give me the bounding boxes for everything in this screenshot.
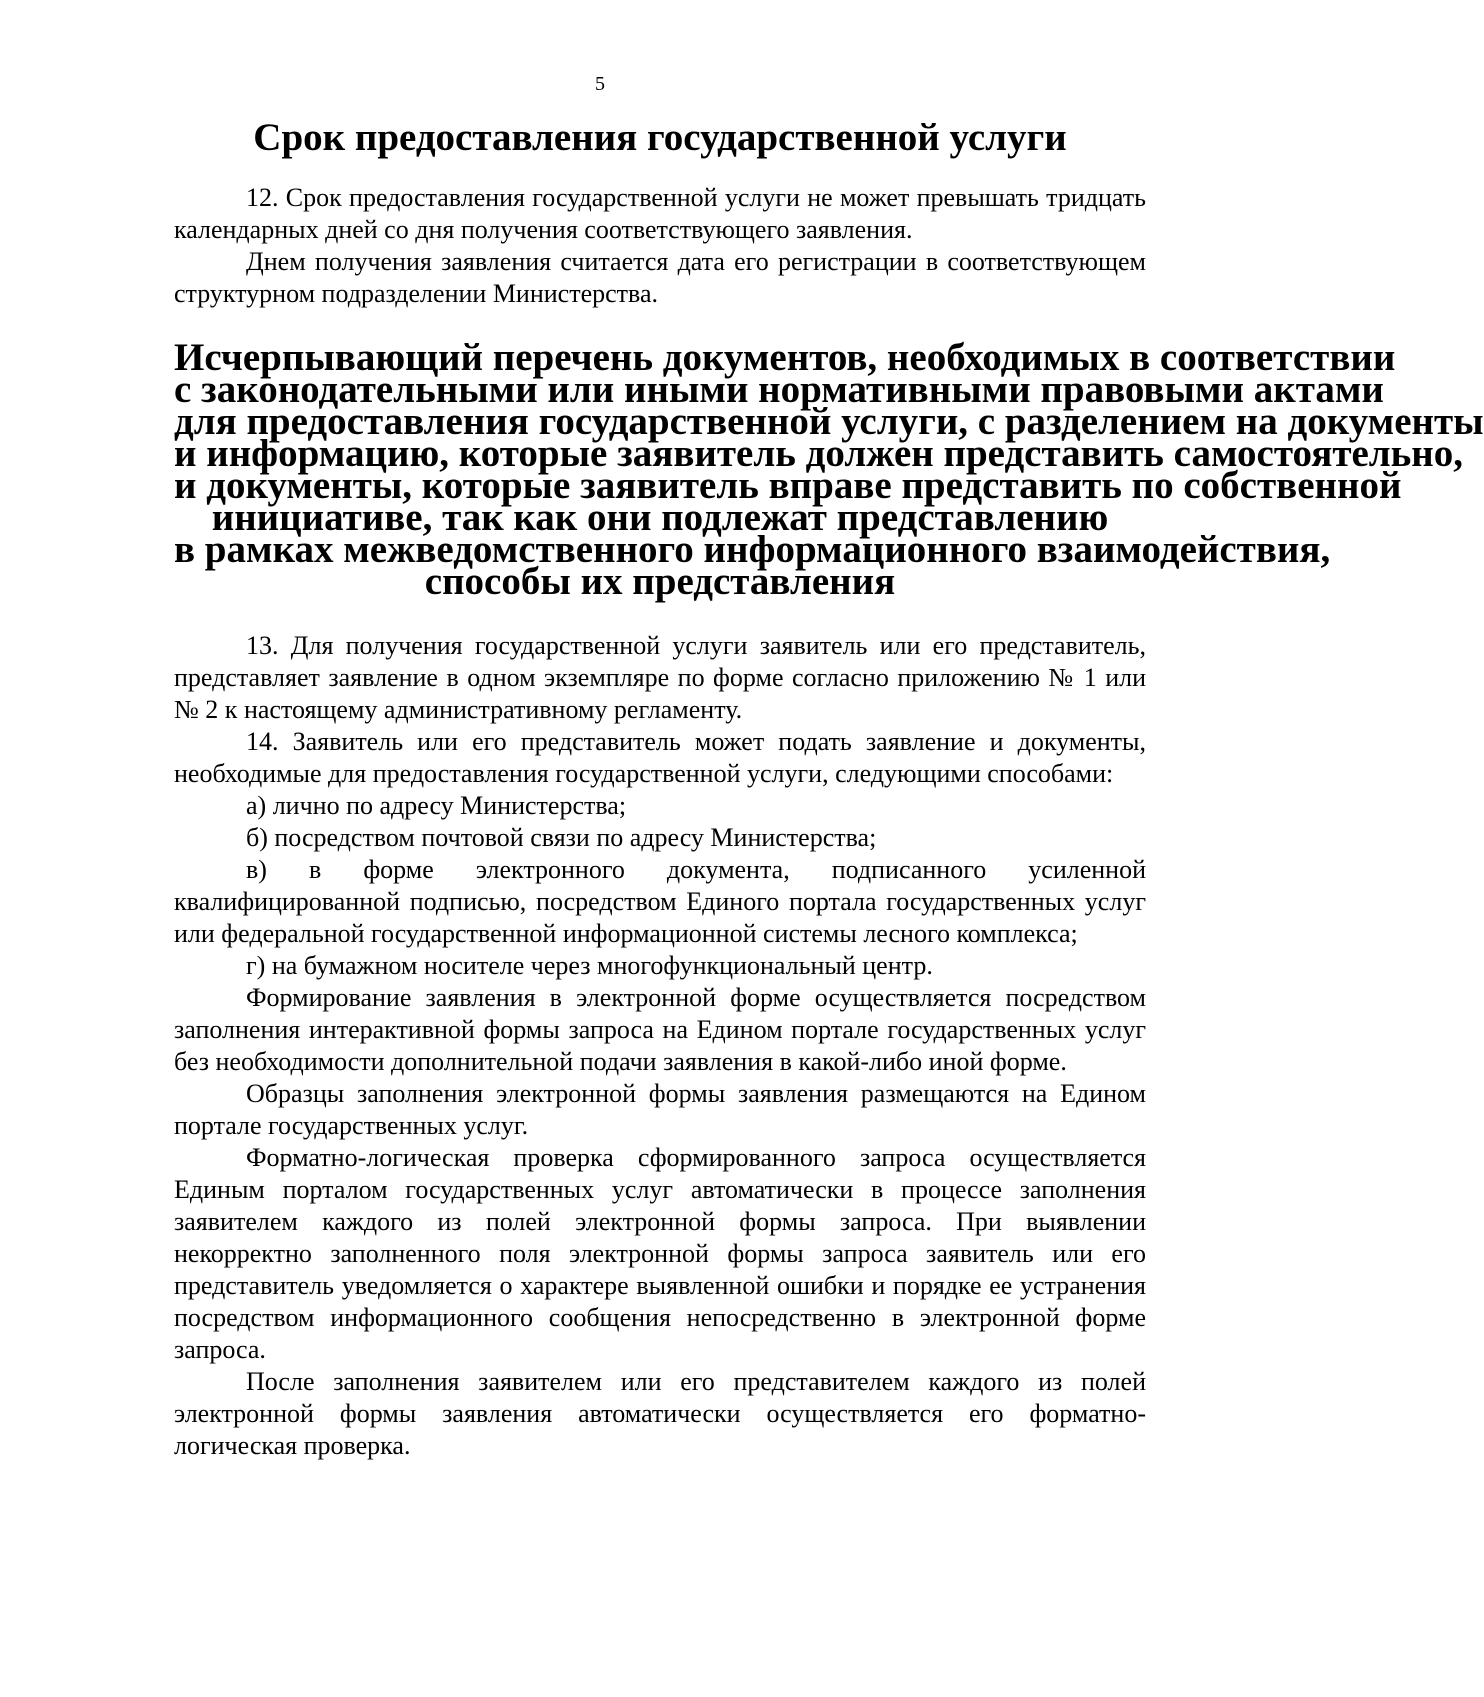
paragraph-12: 12. Срок предоставления государственной услуги не может превышать тридцать календарных дней со дня получения соответствующего заявления. <box>174 183 1146 244</box>
list-item-a: а) лично по адресу Министерства; <box>246 791 627 820</box>
heading-line: с законодательными или иными нормативными правовыми актами <box>174 368 1384 411</box>
heading-line: в рамках межведомственного информационного взаимодействия, <box>174 528 1331 571</box>
paragraph-13: 13. Для получения государственной услуги заявитель или его представитель, представляет заявление в одном экземпляре по форме согласно приложению № 1 или № 2 к настоящему административному регламенту. <box>174 631 1146 724</box>
paragraph-after-filling: После заполнения заявителем или его представителем каждого из полей электронной формы заявления автоматически осуществляется его форматно-логическая проверка. <box>174 1367 1146 1460</box>
list-item-b: б) посредством почтовой связи по адресу Министерства; <box>246 823 877 852</box>
section-heading-term: Срок предоставления государственной услуги <box>253 116 1067 159</box>
page-number: 5 <box>595 73 605 95</box>
document-body <box>174 116 1484 1462</box>
paragraph-receipt-date: Днем получения заявления считается дата его регистрации в соответствующем структурном подразделении Министерства. <box>174 247 1146 308</box>
paragraph-14: 14. Заявитель или его представитель может подать заявление и документы, необходимые для предоставления государственной услуги, следующими способами: <box>174 727 1146 788</box>
heading-line: Исчерпывающий перечень документов, необходимых в соответствии <box>174 336 1396 379</box>
heading-line: и информацию, которые заявитель должен представить самостоятельно, <box>174 432 1464 475</box>
paragraph-samples: Образцы заполнения электронной формы заявления размещаются на Едином портале государственных услуг. <box>174 1079 1146 1140</box>
heading-line: способы их представления <box>424 560 896 603</box>
heading-line: для предоставления государственной услуги, с разделением на документы <box>174 400 1484 443</box>
heading-line: и документы, которые заявитель вправе представить по собственной <box>174 464 1402 507</box>
list-item-v: в) в форме электронного документа, подписанного усиленной квалифицированной подписью, посредством Единого портала государственных услуг или федеральной государственной информационной системы лесного комплекса; <box>174 855 1146 948</box>
list-item-g: г) на бумажном носителе через многофункциональный центр. <box>246 951 933 980</box>
heading-line: инициативе, так как они подлежат представлению <box>211 496 1109 539</box>
paragraph-format-check: Форматно-логическая проверка сформированного запроса осуществляется Единым порталом государственных услуг автоматически в процессе заполнения заявителем каждого из полей электронной формы запроса. При выявлении некорректно заполненного поля электронной формы запроса заявитель или его представитель уведомляется о характере выявленной ошибки и порядке ее устранения посредством информационного сообщения непосредственно в электронной форме запроса. <box>174 1143 1146 1364</box>
paragraph-electronic-form: Формирование заявления в электронной форме осуществляется посредством заполнения интерактивной формы запроса на Едином портале государственных услуг без необходимости дополнительной подачи заявления в какой-либо иной форме. <box>174 983 1146 1076</box>
section-heading-documents <box>174 336 1484 603</box>
